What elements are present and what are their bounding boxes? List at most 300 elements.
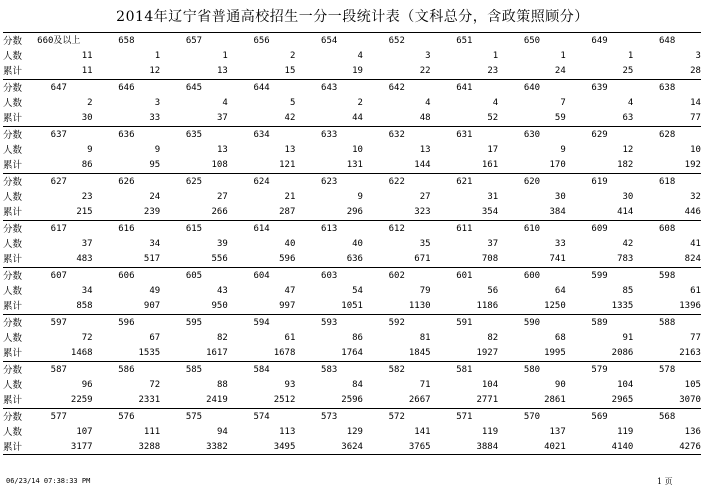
table-cell: 3288	[138, 442, 161, 452]
row-label-count: 人数	[3, 98, 23, 109]
table-cell: 13	[284, 145, 296, 155]
table-cell: 648	[659, 36, 676, 46]
table-cell: 52	[487, 113, 499, 123]
table-row-score	[3, 269, 701, 284]
table-cell: 119	[481, 427, 499, 437]
table-cell: 1927	[476, 348, 499, 358]
table-cell: 77	[690, 333, 701, 343]
table-cell: 591	[456, 318, 473, 328]
table-cell: 783	[617, 254, 634, 264]
table-row-count	[3, 378, 701, 393]
table-cell: 1051	[341, 301, 363, 311]
row-label-cumulative: 累计	[3, 254, 23, 265]
row-label-score: 分数	[3, 177, 23, 188]
table-cell: 621	[456, 177, 473, 187]
score-distribution-table	[3, 32, 701, 455]
table-cell: 1678	[273, 348, 296, 358]
table-cell: 599	[591, 271, 608, 281]
table-cell: 119	[617, 427, 634, 437]
table-cell: 48	[419, 113, 431, 123]
table-cell: 182	[617, 160, 634, 170]
table-cell: 1	[222, 51, 228, 61]
table-cell: 641	[456, 83, 473, 93]
row-label-count: 人数	[3, 239, 23, 250]
table-cell: 604	[253, 271, 270, 281]
table-cell: 30	[554, 192, 566, 202]
table-cell: 588	[659, 318, 676, 328]
table-cell: 589	[591, 318, 608, 328]
table-cell: 596	[118, 318, 135, 328]
table-cell: 91	[622, 333, 634, 343]
table-cell: 4	[492, 98, 499, 108]
table-cell: 483	[76, 254, 93, 264]
table-row-score	[3, 316, 701, 331]
table-cell: 82	[216, 333, 228, 343]
table-cell: 21	[284, 192, 296, 202]
table-cell: 2965	[611, 395, 634, 405]
table-cell: 1	[560, 51, 566, 61]
table-cell: 192	[684, 160, 701, 170]
table-row-cumulative	[3, 111, 701, 126]
table-cell: 586	[118, 365, 135, 375]
table-block	[3, 173, 701, 220]
table-cell: 33	[149, 113, 161, 123]
table-cell: 4	[357, 51, 363, 61]
table-cell: 592	[388, 318, 405, 328]
table-cell: 613	[321, 224, 338, 234]
table-cell: 4	[425, 98, 431, 108]
row-label-cumulative: 累计	[3, 442, 23, 453]
table-cell: 607	[50, 271, 67, 281]
table-row-count	[3, 143, 701, 158]
table-row-score	[3, 363, 701, 378]
table-cell: 622	[388, 177, 405, 187]
table-cell: 569	[591, 412, 608, 422]
table-row-count	[3, 425, 701, 440]
table-cell: 5	[289, 98, 296, 108]
table-row-count	[3, 96, 701, 111]
table-cell: 64	[554, 286, 566, 296]
table-cell: 161	[481, 160, 499, 170]
table-cell: 624	[253, 177, 270, 187]
table-row-cumulative	[3, 64, 701, 79]
table-cell: 170	[549, 160, 566, 170]
table-cell: 1845	[408, 348, 431, 358]
table-cell: 88	[216, 380, 228, 390]
table-row-cumulative	[3, 299, 701, 314]
table-cell: 605	[185, 271, 203, 281]
table-cell: 121	[279, 160, 296, 170]
table-row-count	[3, 49, 701, 64]
table-cell: 658	[118, 36, 135, 46]
table-cell: 239	[143, 207, 161, 217]
table-cell: 95	[149, 160, 161, 170]
table-cell: 632	[388, 130, 405, 140]
table-cell: 11	[81, 66, 93, 76]
table-cell: 636	[118, 130, 135, 140]
row-label-score: 分数	[3, 271, 23, 282]
table-cell: 2	[289, 51, 296, 61]
table-cell: 1	[492, 51, 499, 61]
row-label-score: 分数	[3, 365, 23, 376]
table-cell: 93	[284, 380, 296, 390]
table-cell: 1186	[476, 301, 499, 311]
table-row-score	[3, 128, 701, 143]
table-cell: 635	[185, 130, 203, 140]
table-cell: 56	[487, 286, 499, 296]
table-cell: 72	[81, 333, 93, 343]
table-cell: 4	[222, 98, 228, 108]
table-cell: 77	[690, 113, 701, 123]
table-cell: 3177	[70, 442, 93, 452]
table-block	[3, 126, 701, 173]
table-cell: 90	[554, 380, 566, 390]
table-cell: 576	[118, 412, 135, 422]
table-cell: 129	[346, 427, 363, 437]
table-cell: 131	[346, 160, 363, 170]
table-cell: 4021	[544, 442, 566, 452]
table-cell: 611	[456, 224, 473, 234]
table-cell: 32	[690, 192, 701, 202]
table-cell: 42	[622, 239, 634, 249]
table-cell: 67	[149, 333, 161, 343]
table-cell: 108	[211, 160, 228, 170]
table-cell: 9	[154, 145, 161, 155]
table-cell: 354	[481, 207, 499, 217]
table-cell: 601	[456, 271, 473, 281]
table-row-cumulative	[3, 158, 701, 173]
table-cell: 296	[346, 207, 363, 217]
row-label-count: 人数	[3, 286, 23, 297]
table-cell: 3	[695, 51, 701, 61]
table-cell: 79	[419, 286, 431, 296]
table-cell: 644	[253, 83, 270, 93]
table-cell: 2771	[476, 395, 499, 405]
table-cell: 652	[388, 36, 405, 46]
table-cell: 629	[591, 130, 608, 140]
table-cell: 595	[185, 318, 203, 328]
table-cell: 628	[659, 130, 676, 140]
table-row-count	[3, 190, 701, 205]
table-cell: 414	[617, 207, 634, 217]
table-cell: 446	[684, 207, 701, 217]
row-label-count: 人数	[3, 51, 23, 62]
table-cell: 654	[321, 36, 338, 46]
table-cell: 22	[419, 66, 431, 76]
table-row-count	[3, 237, 701, 252]
table-cell: 517	[143, 254, 161, 264]
table-row-score	[3, 81, 701, 96]
table-block	[3, 361, 701, 408]
table-row-score	[3, 34, 701, 49]
table-cell: 12	[149, 66, 161, 76]
table-cell: 596	[279, 254, 296, 264]
table-cell: 3070	[679, 395, 701, 405]
table-block	[3, 314, 701, 361]
table-cell: 72	[149, 380, 161, 390]
table-cell: 13	[419, 145, 431, 155]
table-cell: 33	[554, 239, 566, 249]
table-cell: 30	[81, 113, 93, 123]
row-label-cumulative: 累计	[3, 301, 23, 312]
table-cell: 615	[185, 224, 203, 234]
table-cell: 86	[81, 160, 93, 170]
table-cell: 650	[523, 36, 541, 46]
table-cell: 86	[352, 333, 363, 343]
table-cell: 3884	[476, 442, 499, 452]
table-cell: 645	[185, 83, 203, 93]
table-cell: 3765	[408, 442, 431, 452]
row-label-count: 人数	[3, 145, 23, 156]
table-row-count	[3, 284, 701, 299]
row-label-cumulative: 累计	[3, 395, 23, 406]
table-cell: 28	[690, 66, 701, 76]
table-cell: 40	[352, 239, 363, 249]
table-cell: 323	[414, 207, 431, 217]
table-cell: 287	[279, 207, 296, 217]
table-cell: 54	[352, 286, 363, 296]
table-cell: 2861	[544, 395, 566, 405]
table-cell: 583	[321, 365, 338, 375]
table-cell: 571	[456, 412, 473, 422]
table-cell: 43	[216, 286, 228, 296]
table-cell: 627	[50, 177, 67, 187]
table-cell: 39	[216, 239, 228, 249]
row-label-score: 分数	[3, 412, 23, 423]
table-cell: 24	[554, 66, 566, 76]
table-cell: 1764	[341, 348, 363, 358]
table-cell: 25	[622, 66, 634, 76]
row-label-score: 分数	[3, 36, 23, 47]
table-cell: 59	[554, 113, 566, 123]
table-row-cumulative	[3, 205, 701, 220]
table-cell: 573	[321, 412, 338, 422]
page-number: 1 页	[657, 477, 673, 486]
table-cell: 94	[216, 427, 228, 437]
row-label-count: 人数	[3, 192, 23, 203]
table-cell: 13	[216, 66, 228, 76]
table-cell: 82	[487, 333, 499, 343]
table-cell: 580	[523, 365, 541, 375]
table-cell: 84	[352, 380, 363, 390]
row-label-cumulative: 累计	[3, 348, 23, 359]
table-cell: 35	[419, 239, 431, 249]
table-cell: 642	[388, 83, 405, 93]
table-cell: 61	[690, 286, 701, 296]
table-cell: 15	[284, 66, 296, 76]
table-block	[3, 408, 701, 455]
table-cell: 1535	[138, 348, 161, 358]
table-row-score	[3, 222, 701, 237]
table-cell: 617	[50, 224, 67, 234]
table-row-score	[3, 175, 701, 190]
table-row-cumulative	[3, 393, 701, 408]
table-cell: 639	[591, 83, 608, 93]
table-cell: 4140	[611, 442, 634, 452]
table-cell: 620	[523, 177, 541, 187]
table-cell: 44	[352, 113, 363, 123]
table-cell: 593	[321, 318, 338, 328]
table-cell: 136	[684, 427, 701, 437]
table-cell: 3382	[206, 442, 228, 452]
table-cell: 3	[425, 51, 431, 61]
table-cell: 824	[684, 254, 701, 264]
table-cell: 608	[659, 224, 676, 234]
table-cell: 1250	[544, 301, 566, 311]
table-cell: 598	[659, 271, 676, 281]
row-label-count: 人数	[3, 380, 23, 391]
table-cell: 556	[211, 254, 228, 264]
table-cell: 13	[216, 145, 228, 155]
table-cell: 27	[419, 192, 431, 202]
row-label-cumulative: 累计	[3, 207, 23, 218]
table-cell: 633	[321, 130, 338, 140]
table-cell: 575	[185, 412, 203, 422]
table-cell: 640	[523, 83, 541, 93]
row-label-cumulative: 累计	[3, 160, 23, 171]
table-cell: 708	[481, 254, 499, 264]
table-cell: 630	[523, 130, 541, 140]
table-row-score	[3, 410, 701, 425]
table-cell: 4	[627, 98, 634, 108]
row-label-score: 分数	[3, 318, 23, 329]
table-cell: 600	[523, 271, 541, 281]
table-cell: 61	[284, 333, 296, 343]
table-cell: 96	[81, 380, 93, 390]
table-cell: 37	[216, 113, 228, 123]
table-cell: 3	[154, 98, 161, 108]
table-cell: 1995	[544, 348, 566, 358]
table-cell: 215	[76, 207, 93, 217]
table-cell: 107	[76, 427, 93, 437]
table-cell: 626	[118, 177, 135, 187]
table-cell: 618	[659, 177, 676, 187]
table-cell: 144	[414, 160, 431, 170]
table-cell: 612	[388, 224, 405, 234]
table-cell: 1468	[70, 348, 93, 358]
table-cell: 614	[253, 224, 270, 234]
table-cell: 1130	[408, 301, 431, 311]
table-cell: 625	[185, 177, 203, 187]
table-cell: 63	[622, 113, 634, 123]
table-cell: 643	[321, 83, 338, 93]
table-cell: 9	[87, 145, 93, 155]
table-cell: 590	[523, 318, 541, 328]
table-block	[3, 220, 701, 267]
table-cell: 603	[321, 271, 338, 281]
table-cell: 2331	[138, 395, 161, 405]
table-cell: 10	[352, 145, 363, 155]
table-cell: 609	[591, 224, 608, 234]
table-cell: 3624	[341, 442, 363, 452]
table-cell: 68	[554, 333, 566, 343]
table-cell: 606	[118, 271, 135, 281]
table-cell: 1	[627, 51, 634, 61]
table-cell: 997	[279, 301, 296, 311]
table-cell: 2086	[611, 348, 634, 358]
table-cell: 104	[617, 380, 634, 390]
table-cell: 950	[211, 301, 228, 311]
table-cell: 9	[357, 192, 363, 202]
row-label-score: 分数	[3, 83, 23, 94]
table-cell: 10	[690, 145, 701, 155]
table-cell: 34	[81, 286, 93, 296]
row-label-cumulative: 累计	[3, 113, 23, 124]
table-cell: 594	[253, 318, 270, 328]
table-cell: 12	[622, 145, 634, 155]
table-cell: 671	[414, 254, 431, 264]
table-cell: 23	[487, 66, 499, 76]
table-cell: 623	[321, 177, 338, 187]
table-cell: 587	[50, 365, 67, 375]
table-cell: 568	[659, 412, 676, 422]
table-block	[3, 32, 701, 79]
table-row-count	[3, 331, 701, 346]
table-cell: 581	[456, 365, 473, 375]
table-cell: 14	[690, 98, 701, 108]
table-cell: 651	[456, 36, 473, 46]
table-cell: 23	[81, 192, 93, 202]
table-row-cumulative	[3, 346, 701, 361]
table-cell: 17	[487, 145, 499, 155]
table-block	[3, 79, 701, 126]
row-label-score: 分数	[3, 224, 23, 235]
table-cell: 2419	[206, 395, 228, 405]
table-cell: 71	[419, 380, 431, 390]
page-title: 2014年辽宁省普通高校招生一分一段统计表（文科总分，含政策照顾分）	[116, 9, 589, 25]
table-cell: 113	[279, 427, 296, 437]
table-cell: 656	[253, 36, 270, 46]
table-block	[3, 267, 701, 314]
table-cell: 47	[284, 286, 296, 296]
table-cell: 3495	[273, 442, 296, 452]
table-cell: 638	[659, 83, 676, 93]
table-cell: 602	[388, 271, 405, 281]
table-cell: 579	[591, 365, 608, 375]
table-cell: 104	[481, 380, 499, 390]
table-cell: 137	[549, 427, 566, 437]
table-cell: 2596	[341, 395, 363, 405]
table-cell: 1396	[679, 301, 701, 311]
table-cell: 384	[549, 207, 566, 217]
table-cell: 597	[50, 318, 67, 328]
table-cell: 11	[81, 51, 93, 61]
table-cell: 578	[659, 365, 676, 375]
table-cell: 2	[87, 98, 93, 108]
table-cell: 41	[690, 239, 701, 249]
table-cell: 616	[118, 224, 135, 234]
table-cell: 619	[591, 177, 608, 187]
table-cell: 741	[549, 254, 566, 264]
table-cell: 634	[253, 130, 270, 140]
table-cell: 570	[523, 412, 541, 422]
row-label-cumulative: 累计	[3, 66, 23, 77]
table-cell: 19	[352, 66, 363, 76]
table-cell: 647	[50, 83, 67, 93]
table-cell: 49	[149, 286, 161, 296]
table-cell: 1617	[206, 348, 228, 358]
table-cell: 582	[388, 365, 405, 375]
table-cell: 637	[50, 130, 67, 140]
table-cell: 85	[622, 286, 634, 296]
table-cell: 111	[143, 427, 161, 437]
row-label-count: 人数	[3, 333, 23, 344]
table-cell: 577	[50, 412, 67, 422]
table-cell: 2667	[408, 395, 431, 405]
table-cell: 7	[560, 98, 566, 108]
table-cell: 105	[684, 380, 701, 390]
table-cell: 2	[357, 98, 363, 108]
